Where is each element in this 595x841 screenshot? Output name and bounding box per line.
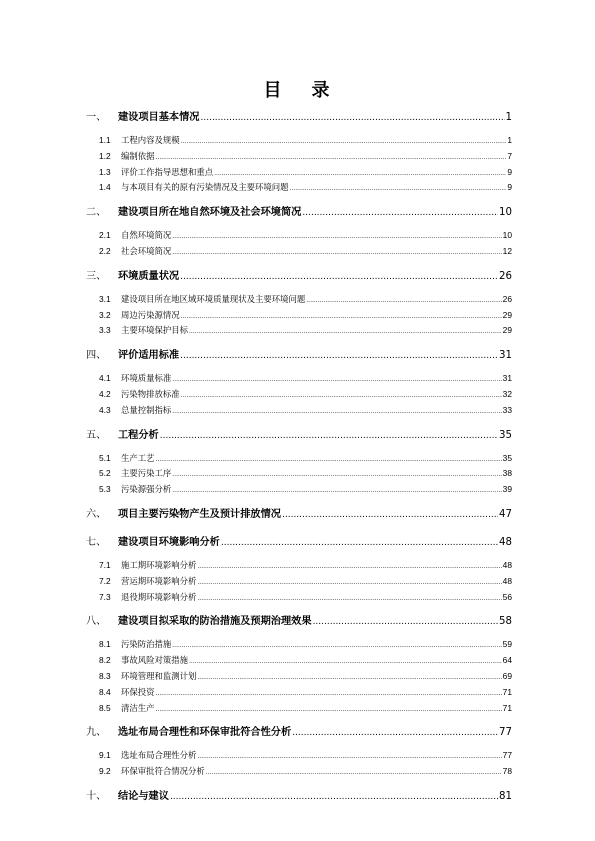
section-number: 2.2 — [99, 245, 111, 256]
leader-dots — [172, 638, 501, 654]
toc-section-entry[interactable] — [86, 244, 512, 260]
table-of-contents — [86, 105, 512, 812]
section-title: 环境质量标准 — [121, 373, 172, 384]
leader-dots — [156, 686, 502, 702]
section-title: 环保投资 — [121, 686, 155, 697]
section-page-number: 9 — [507, 166, 512, 177]
toc-section-entry[interactable] — [86, 228, 512, 244]
title-char-1: 目 — [263, 80, 284, 101]
chapter-title: 建设项目所在地自然环境及社会环境简况 — [118, 207, 302, 219]
leader-dots — [221, 532, 498, 554]
section-page-number: 32 — [502, 388, 512, 399]
toc-chapter-entry[interactable] — [86, 532, 512, 554]
section-page-number: 39 — [502, 484, 512, 495]
section-page-number: 9 — [507, 182, 512, 193]
section-title: 自然环境简况 — [121, 230, 172, 241]
section-number: 8.2 — [99, 655, 111, 666]
toc-section-entry[interactable] — [86, 133, 512, 149]
section-number: 1.4 — [99, 182, 111, 193]
section-page-number: 29 — [502, 325, 512, 336]
toc-chapter-entry[interactable] — [86, 786, 512, 808]
chapter-number: 四、 — [86, 350, 107, 362]
section-title: 主要环境保护目标 — [121, 325, 188, 336]
section-number: 9.2 — [99, 766, 111, 777]
chapter-page-number: 26 — [499, 270, 512, 282]
leader-dots — [172, 483, 501, 499]
section-number: 4.1 — [99, 373, 111, 384]
section-number: 3.2 — [99, 309, 111, 320]
toc-section-entry[interactable] — [86, 701, 512, 717]
section-title: 营运期环境影响分析 — [121, 575, 197, 586]
title-char-2: 录 — [311, 80, 332, 101]
toc-section-entry[interactable] — [86, 669, 512, 685]
section-number: 4.2 — [99, 388, 111, 399]
section-page-number: 33 — [502, 404, 512, 415]
section-number: 4.3 — [99, 404, 111, 415]
chapter-number: 八、 — [86, 616, 107, 628]
section-number: 8.4 — [99, 686, 111, 697]
section-page-number: 35 — [502, 452, 512, 463]
toc-section-entry[interactable] — [86, 180, 512, 196]
chapter-title: 建设项目基本情况 — [118, 112, 200, 123]
section-title: 社会环境简况 — [121, 245, 172, 256]
chapter-title: 建设项目环境影响分析 — [118, 536, 220, 548]
section-number: 3.3 — [99, 325, 111, 336]
chapter-title: 项目主要污染物产生及预计排放情况 — [118, 508, 281, 520]
leader-dots — [156, 452, 502, 468]
chapter-page-number: 81 — [499, 790, 512, 802]
toc-chapter-entry[interactable] — [86, 425, 512, 447]
section-title: 评价工作指导思想和重点 — [121, 166, 214, 177]
leader-dots — [290, 181, 507, 197]
chapter-title: 评价适用标准 — [118, 350, 180, 362]
chapter-page-number: 10 — [499, 207, 512, 219]
leader-dots — [197, 559, 501, 575]
chapter-number: 七、 — [86, 536, 107, 548]
chapter-page-number: 35 — [499, 429, 512, 441]
leader-dots — [172, 229, 501, 245]
leader-dots — [189, 654, 502, 670]
leader-dots — [189, 324, 502, 340]
toc-section-entry[interactable] — [86, 165, 512, 181]
leader-dots — [197, 591, 501, 607]
leader-dots — [180, 266, 498, 288]
leader-dots — [181, 134, 507, 150]
section-title: 事故风险对策措施 — [121, 655, 188, 666]
section-title: 环保审批符合情况分析 — [121, 766, 205, 777]
section-number: 7.2 — [99, 575, 111, 586]
section-title: 环境管理和监测计划 — [121, 670, 197, 681]
chapter-number: 二、 — [86, 207, 107, 219]
leader-dots — [172, 467, 501, 483]
toc-section-entry[interactable] — [86, 748, 512, 764]
toc-chapter-entry[interactable] — [86, 504, 512, 526]
section-number: 5.3 — [99, 484, 111, 495]
chapter-title: 选址布局合理性和环保审批符合性分析 — [118, 727, 292, 739]
section-title: 建设项目所在地区域环境质量现状及主要环境问题 — [121, 293, 306, 304]
section-title: 周边污染源情况 — [121, 309, 180, 320]
toc-section-entry[interactable] — [86, 637, 512, 653]
section-number: 1.3 — [99, 166, 111, 177]
section-page-number: 10 — [502, 230, 512, 241]
toc-section-entry[interactable] — [86, 387, 512, 403]
toc-section-entry[interactable] — [86, 149, 512, 165]
chapter-title: 环境质量状况 — [118, 270, 180, 282]
leader-dots — [181, 309, 502, 325]
toc-section-entry[interactable] — [86, 451, 512, 467]
chapter-number: 九、 — [86, 727, 107, 739]
section-page-number: 29 — [502, 309, 512, 320]
section-title: 污染防治措施 — [121, 639, 172, 650]
section-title: 选址布局合理性分析 — [121, 750, 197, 761]
leader-dots — [197, 749, 501, 765]
section-page-number: 1 — [507, 135, 512, 145]
leader-dots — [156, 702, 502, 718]
section-number: 2.1 — [99, 230, 111, 241]
toc-section-entry[interactable] — [86, 323, 512, 339]
leader-dots — [180, 345, 498, 367]
section-number: 1.2 — [99, 150, 111, 161]
toc-section-entry[interactable] — [86, 574, 512, 590]
section-page-number: 26 — [502, 293, 512, 304]
page-title — [0, 76, 595, 102]
chapter-page-number: 77 — [499, 727, 512, 739]
leader-dots — [172, 404, 501, 420]
section-title: 编制依据 — [121, 150, 155, 161]
chapter-page-number: 58 — [499, 616, 512, 628]
toc-chapter-entry[interactable] — [86, 345, 512, 367]
section-number: 8.5 — [99, 702, 111, 713]
toc-chapter-entry[interactable] — [86, 266, 512, 288]
leader-dots — [172, 372, 501, 388]
chapter-number: 五、 — [86, 429, 107, 441]
leader-dots — [282, 504, 498, 526]
section-page-number: 71 — [502, 686, 512, 697]
leader-dots — [292, 722, 498, 744]
section-number: 9.1 — [99, 750, 111, 761]
section-page-number: 48 — [502, 575, 512, 586]
toc-section-entry[interactable] — [86, 558, 512, 574]
leader-dots — [306, 293, 501, 309]
chapter-title: 建设项目拟采取的防治措施及预期治理效果 — [118, 616, 312, 628]
section-title: 主要污染工序 — [121, 468, 172, 479]
section-page-number: 38 — [502, 468, 512, 479]
section-number: 3.1 — [99, 293, 111, 304]
chapter-page-number: 31 — [499, 350, 512, 362]
chapter-number: 一、 — [86, 112, 107, 123]
section-number: 5.2 — [99, 468, 111, 479]
toc-section-entry[interactable] — [86, 685, 512, 701]
section-title: 污染源强分析 — [121, 484, 172, 495]
toc-section-entry[interactable] — [86, 308, 512, 324]
section-page-number: 71 — [502, 702, 512, 713]
section-page-number: 77 — [502, 750, 512, 761]
toc-section-entry[interactable] — [86, 653, 512, 669]
section-title: 生产工艺 — [121, 452, 155, 463]
toc-section-entry[interactable] — [86, 590, 512, 606]
section-page-number: 12 — [502, 245, 512, 256]
section-page-number: 31 — [502, 373, 512, 384]
toc-section-entry[interactable] — [86, 764, 512, 780]
leader-dots — [181, 388, 502, 404]
leader-dots — [206, 765, 502, 781]
section-title: 工程内容及规模 — [121, 135, 180, 145]
toc-chapter-entry[interactable] — [86, 107, 512, 129]
section-title: 与本项目有关的原有污染情况及主要环境问题 — [121, 182, 289, 193]
toc-section-entry[interactable] — [86, 403, 512, 419]
section-title: 总量控制指标 — [121, 404, 172, 415]
chapter-page-number: 47 — [499, 508, 512, 520]
section-page-number: 59 — [502, 639, 512, 650]
section-page-number: 64 — [502, 655, 512, 666]
chapter-page-number: 48 — [499, 536, 512, 548]
section-number: 8.1 — [99, 639, 111, 650]
section-page-number: 7 — [507, 150, 512, 161]
section-title: 退役期环境影响分析 — [121, 591, 197, 602]
leader-dots — [214, 166, 506, 182]
leader-dots — [156, 150, 507, 166]
leader-dots — [197, 575, 501, 591]
chapter-number: 六、 — [86, 508, 107, 520]
leader-dots — [160, 425, 498, 447]
section-number: 8.3 — [99, 670, 111, 681]
chapter-page-number: 1 — [505, 112, 512, 123]
toc-section-entry[interactable] — [86, 482, 512, 498]
toc-section-entry[interactable] — [86, 292, 512, 308]
section-number: 7.3 — [99, 591, 111, 602]
toc-section-entry[interactable] — [86, 371, 512, 387]
chapter-number: 十、 — [86, 790, 107, 802]
leader-dots — [197, 670, 501, 686]
chapter-title: 结论与建议 — [118, 790, 169, 802]
section-page-number: 78 — [502, 766, 512, 777]
section-page-number: 56 — [502, 591, 512, 602]
chapter-title: 工程分析 — [118, 429, 159, 441]
leader-dots — [170, 786, 498, 808]
section-title: 施工期环境影响分析 — [121, 559, 197, 570]
section-number: 5.1 — [99, 452, 111, 463]
section-title: 清洁生产 — [121, 702, 155, 713]
leader-dots — [201, 107, 505, 129]
section-page-number: 69 — [502, 670, 512, 681]
leader-dots — [313, 611, 498, 633]
section-number: 1.1 — [99, 135, 111, 145]
toc-chapter-entry[interactable] — [86, 202, 512, 224]
toc-chapter-entry[interactable] — [86, 611, 512, 633]
leader-dots — [302, 202, 498, 224]
toc-chapter-entry[interactable] — [86, 722, 512, 744]
chapter-number: 三、 — [86, 270, 107, 282]
section-title: 污染物排放标准 — [121, 388, 180, 399]
section-number: 7.1 — [99, 559, 111, 570]
leader-dots — [172, 245, 501, 261]
toc-section-entry[interactable] — [86, 466, 512, 482]
section-page-number: 48 — [502, 559, 512, 570]
